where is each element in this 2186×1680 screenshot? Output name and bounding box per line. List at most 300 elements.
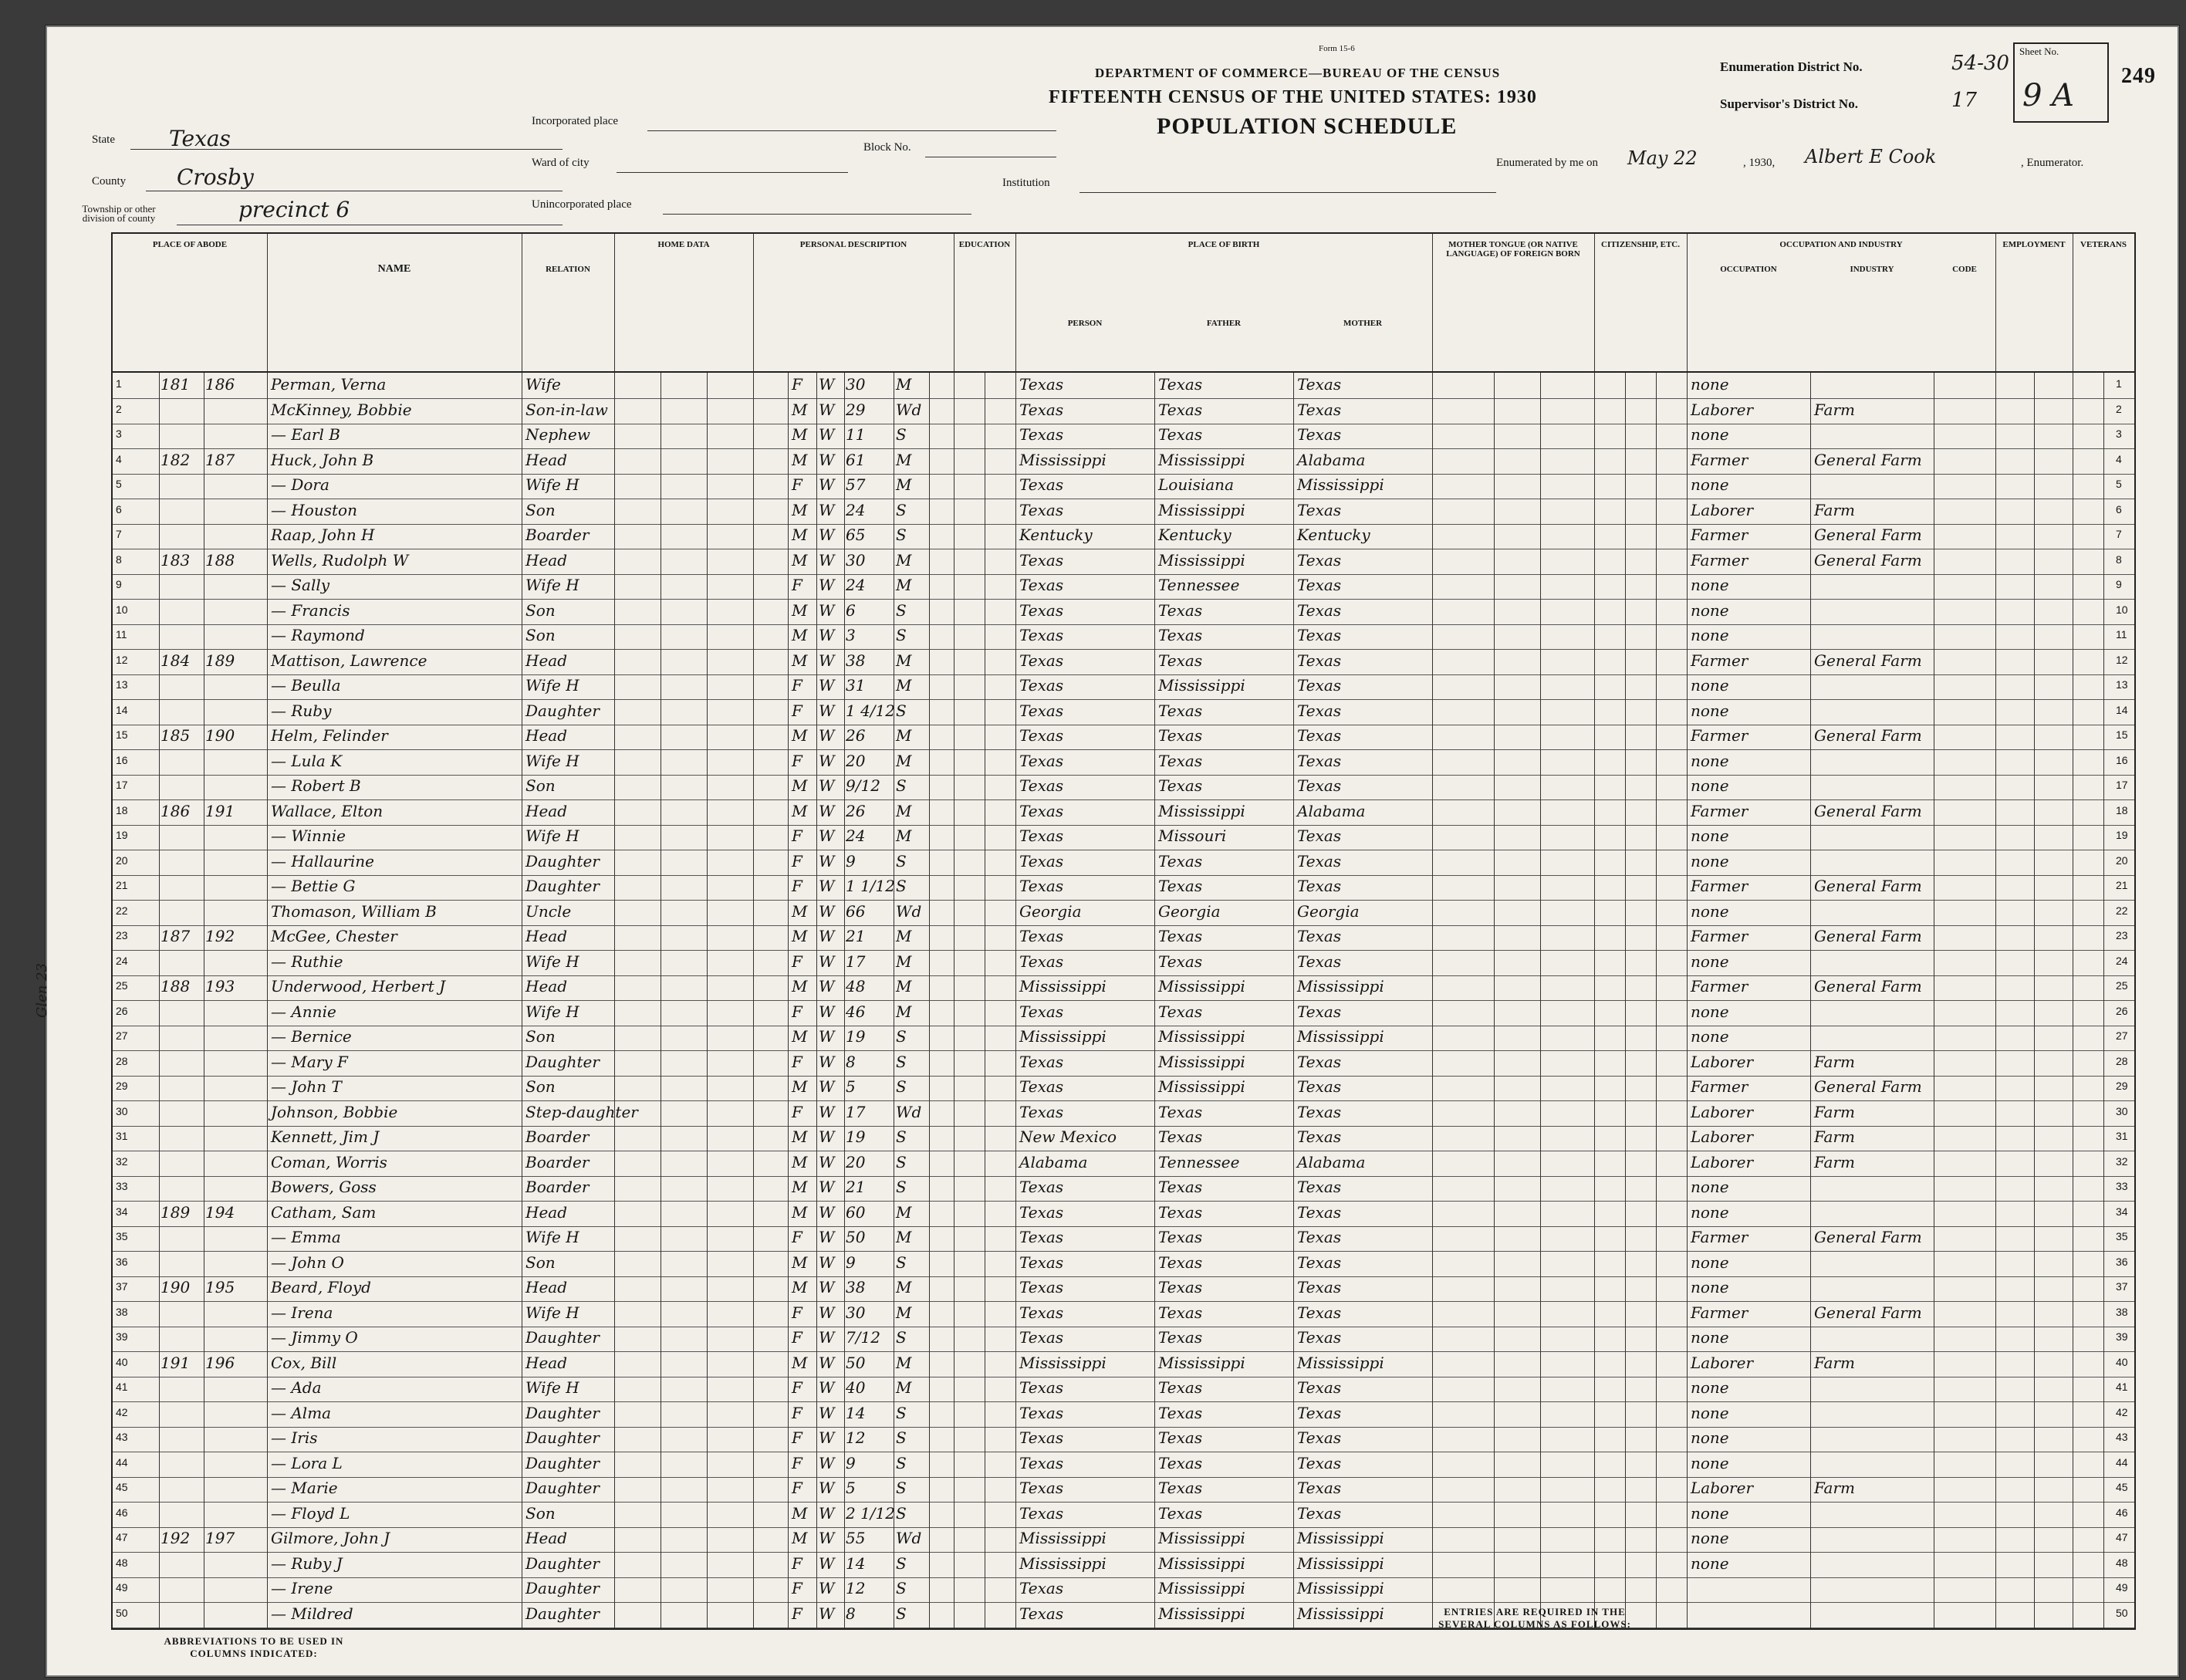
- mother-birthplace-cell: Mississippi: [1297, 1553, 1384, 1573]
- mother-birthplace-cell: Alabama: [1297, 450, 1366, 469]
- age-cell: 21: [846, 927, 866, 945]
- mother-birthplace-cell: Texas: [1297, 1252, 1342, 1272]
- age-cell: 1 4/12: [846, 701, 895, 720]
- table-row: [113, 1175, 2134, 1202]
- name-cell: — Francis: [271, 600, 350, 620]
- name-cell: — Sally: [271, 576, 330, 594]
- table-row: [113, 1476, 2134, 1503]
- marital-cell: S: [896, 1328, 907, 1347]
- marital-cell: Wd: [896, 1529, 922, 1547]
- birthplace-cell: Texas: [1019, 1403, 1064, 1422]
- father-birthplace-cell: Texas: [1158, 400, 1203, 419]
- table-row: [113, 1526, 2134, 1553]
- family-cell: 192: [205, 927, 235, 945]
- family-cell: 197: [205, 1529, 235, 1547]
- row-number: 19: [116, 829, 128, 841]
- occupation-cell: none: [1691, 901, 1729, 921]
- father-birthplace-cell: Texas: [1158, 952, 1203, 971]
- grid-line: [267, 373, 268, 1628]
- mother-birthplace-cell: Texas: [1297, 1127, 1342, 1146]
- mother-birthplace-cell: Texas: [1297, 826, 1342, 845]
- row-number-right: 27: [2116, 1029, 2128, 1042]
- row-number-right: 46: [2116, 1506, 2128, 1519]
- industry-cell: General Farm: [1814, 526, 1922, 544]
- father-birthplace-cell: Texas: [1158, 425, 1203, 444]
- race-cell: W: [819, 1228, 835, 1246]
- table-row: [113, 1426, 2134, 1452]
- name-cell: — Ruby J: [271, 1553, 343, 1573]
- father-birthplace-cell: Mississippi: [1158, 550, 1245, 570]
- father-birthplace-cell: Texas: [1158, 375, 1203, 394]
- table-row: [113, 950, 2134, 976]
- marital-cell: M: [896, 475, 912, 494]
- race-cell: W: [819, 1127, 835, 1146]
- name-cell: McGee, Chester: [271, 927, 397, 945]
- marital-cell: M: [896, 550, 912, 570]
- marital-cell: S: [896, 1127, 907, 1146]
- table-row: [113, 373, 2134, 399]
- marital-cell: S: [896, 1553, 907, 1573]
- occupation-cell: none: [1691, 1378, 1729, 1397]
- marital-cell: S: [896, 600, 907, 620]
- table-row: [113, 1577, 2134, 1603]
- sex-cell: F: [792, 1303, 802, 1322]
- row-number-right: 40: [2116, 1355, 2128, 1368]
- mother-birthplace-cell: Texas: [1297, 676, 1342, 695]
- row-number: 16: [116, 753, 128, 766]
- marital-cell: M: [896, 651, 912, 670]
- father-birthplace-cell: Mississippi: [1158, 801, 1245, 820]
- occupation-cell: none: [1691, 1503, 1729, 1523]
- birthplace-cell: Texas: [1019, 651, 1064, 670]
- dwelling-cell: 190: [160, 1278, 191, 1296]
- birthplace-cell: Texas: [1019, 851, 1064, 870]
- race-cell: W: [819, 1102, 835, 1121]
- industry-cell: Farm: [1814, 1102, 1855, 1121]
- father-birthplace-cell: Texas: [1158, 626, 1203, 644]
- industry-cell: Farm: [1814, 1052, 1855, 1071]
- county-value: Crosby: [177, 164, 254, 190]
- occupation-cell: none: [1691, 425, 1729, 444]
- mother-birthplace-cell: Texas: [1297, 726, 1342, 745]
- father-birthplace-cell: Texas: [1158, 726, 1203, 745]
- grid-line: [1432, 373, 1433, 1628]
- dwelling-cell: 185: [160, 726, 191, 745]
- relation-cell: Daughter: [525, 1579, 600, 1597]
- relation-cell: Head: [525, 450, 568, 469]
- marital-cell: Wd: [896, 1102, 922, 1121]
- birthplace-cell: Texas: [1019, 701, 1064, 720]
- row-number-right: 43: [2116, 1431, 2128, 1443]
- row-number-right: 15: [2116, 728, 2128, 741]
- birthplace-cell: Texas: [1019, 952, 1064, 971]
- race-cell: W: [819, 701, 835, 720]
- row-number-right: 21: [2116, 879, 2128, 891]
- industry-cell: General Farm: [1814, 1303, 1922, 1322]
- race-cell: W: [819, 1178, 835, 1196]
- row-number: 40: [116, 1355, 128, 1368]
- marital-cell: Wd: [896, 400, 922, 419]
- relation-cell: Nephew: [525, 425, 590, 444]
- race-cell: W: [819, 1403, 835, 1422]
- father-birthplace-cell: Texas: [1158, 1378, 1203, 1397]
- birthplace-cell: Mississippi: [1019, 1027, 1107, 1046]
- race-cell: W: [819, 1278, 835, 1296]
- age-cell: 12: [846, 1579, 866, 1597]
- table-row: [113, 624, 2134, 650]
- occupation-cell: Laborer: [1691, 1052, 1754, 1071]
- footer-abbrev: ABBREVIATIONS TO BE USED IN COLUMNS INDICATED:: [164, 1635, 344, 1659]
- dwelling-cell: 183: [160, 550, 191, 570]
- marital-cell: M: [896, 801, 912, 820]
- name-cell: — Iris: [271, 1428, 318, 1447]
- age-cell: 9: [846, 851, 856, 870]
- township-label: Township or other division of county: [82, 203, 156, 224]
- age-cell: 2 1/12: [846, 1503, 895, 1523]
- enum-district-label: Enumeration District No.: [1720, 59, 1863, 74]
- row-number-right: 19: [2116, 829, 2128, 841]
- father-birthplace-cell: Texas: [1158, 851, 1203, 870]
- race-cell: W: [819, 526, 835, 544]
- occupation-cell: Laborer: [1691, 1152, 1754, 1171]
- row-number-right: 11: [2116, 628, 2127, 641]
- age-cell: 50: [846, 1353, 866, 1372]
- row-number-right: 29: [2116, 1080, 2128, 1092]
- mother-birthplace-cell: Mississippi: [1297, 1529, 1384, 1547]
- race-cell: W: [819, 400, 835, 419]
- table-row: [113, 1151, 2134, 1177]
- race-cell: W: [819, 576, 835, 594]
- birthplace-cell: Texas: [1019, 726, 1064, 745]
- table-row: [113, 1125, 2134, 1151]
- birthplace-cell: Texas: [1019, 1102, 1064, 1121]
- table-row: [113, 724, 2134, 750]
- row-number: 21: [116, 879, 128, 891]
- birthplace-cell: Texas: [1019, 475, 1064, 494]
- dwelling-cell: 186: [160, 801, 191, 820]
- row-number-right: 8: [2116, 553, 2122, 566]
- father-birthplace-cell: Texas: [1158, 1428, 1203, 1447]
- row-number-right: 5: [2116, 478, 2122, 490]
- occupation-cell: none: [1691, 701, 1729, 720]
- table-row: [113, 1602, 2134, 1628]
- table-row: [113, 699, 2134, 725]
- name-cell: — Lora L: [271, 1453, 343, 1472]
- age-cell: 57: [846, 475, 866, 494]
- veterans-header: VETERANS: [2080, 240, 2127, 249]
- sex-cell: F: [792, 1228, 802, 1246]
- table-row: [113, 1276, 2134, 1302]
- mother-birthplace-cell: Texas: [1297, 851, 1342, 870]
- occupation-cell: none: [1691, 1252, 1729, 1272]
- race-cell: W: [819, 1353, 835, 1372]
- birthplace-cell: Mississippi: [1019, 1353, 1107, 1372]
- row-number: 39: [116, 1330, 128, 1343]
- grid-line: [1154, 373, 1155, 1628]
- enumerated-label: Enumerated by me on: [1496, 157, 1599, 169]
- dwelling-cell: 181: [160, 375, 191, 394]
- table-row: [113, 473, 2134, 499]
- industry-cell: General Farm: [1814, 1077, 1922, 1096]
- table-row: [113, 1376, 2134, 1402]
- row-number: 9: [116, 578, 122, 590]
- row-number-right: 18: [2116, 803, 2128, 816]
- birthplace-cell: Mississippi: [1019, 1553, 1107, 1573]
- age-cell: 40: [846, 1378, 866, 1397]
- enumerator-label: , Enumerator.: [2021, 157, 2084, 169]
- marital-cell: S: [896, 1152, 907, 1171]
- row-number: 42: [116, 1405, 128, 1418]
- name-cell: — Ruby: [271, 701, 332, 720]
- name-cell: Beard, Floyd: [271, 1278, 371, 1296]
- row-number-right: 23: [2116, 929, 2128, 941]
- age-cell: 8: [846, 1604, 856, 1623]
- citizenship-header: CITIZENSHIP, ETC.: [1594, 234, 1688, 371]
- relation-cell: Wife H: [525, 1228, 579, 1246]
- row-number: 25: [116, 979, 128, 992]
- row-number-right: 12: [2116, 653, 2128, 666]
- marital-cell: S: [896, 701, 907, 720]
- industry-cell: Farm: [1814, 1353, 1855, 1372]
- row-number-right: 17: [2116, 779, 2128, 791]
- age-cell: 5: [846, 1077, 856, 1096]
- row-number: 28: [116, 1054, 128, 1067]
- row-number-right: 16: [2116, 753, 2128, 766]
- relation-cell: Son: [525, 600, 556, 620]
- name-cell: — Bernice: [271, 1027, 352, 1046]
- relation-cell: Wife H: [525, 826, 579, 845]
- row-number-right: 35: [2116, 1230, 2128, 1242]
- age-cell: 55: [846, 1529, 866, 1547]
- table-body: [113, 373, 2134, 1628]
- sex-cell: F: [792, 676, 802, 695]
- sex-cell: F: [792, 1052, 802, 1071]
- relation-cell: Son: [525, 1503, 556, 1523]
- institution-label: Institution: [1002, 177, 1050, 189]
- sex-cell: F: [792, 1102, 802, 1121]
- father-birthplace-cell: Texas: [1158, 1178, 1203, 1196]
- relation-cell: Wife H: [525, 676, 579, 695]
- row-number: 43: [116, 1431, 128, 1443]
- row-number-right: 30: [2116, 1104, 2128, 1117]
- race-cell: W: [819, 826, 835, 845]
- age-cell: 21: [846, 1178, 866, 1196]
- relation-cell: Head: [525, 550, 568, 570]
- name-cell: Gilmore, John J: [271, 1529, 390, 1547]
- mother-birthplace-cell: Mississippi: [1297, 1353, 1384, 1372]
- relation-cell: Boarder: [525, 1127, 590, 1146]
- relation-cell: Son: [525, 626, 556, 644]
- birthplace-cell: Texas: [1019, 751, 1064, 770]
- sex-cell: M: [792, 1278, 808, 1296]
- race-cell: W: [819, 676, 835, 695]
- ward-label: Ward of city: [532, 157, 590, 169]
- father-birthplace-cell: Mississippi: [1158, 1027, 1245, 1046]
- schedule-title: POPULATION SCHEDULE: [1157, 113, 1458, 139]
- relation-cell: Head: [525, 726, 568, 745]
- father-birthplace-cell: Mississippi: [1158, 1553, 1245, 1573]
- relation-cell: Head: [525, 1353, 568, 1372]
- sex-cell: F: [792, 1328, 802, 1347]
- father-birthplace-cell: Mississippi: [1158, 450, 1245, 469]
- sex-cell: M: [792, 1178, 808, 1196]
- relation-cell: Head: [525, 1202, 568, 1222]
- birthplace-cell: Texas: [1019, 1479, 1064, 1497]
- occupation-cell: none: [1691, 1428, 1729, 1447]
- occupation-cell: none: [1691, 1328, 1729, 1347]
- age-cell: 20: [846, 1152, 866, 1171]
- mother-birthplace-cell: Texas: [1297, 425, 1342, 444]
- occupation-cell: none: [1691, 1027, 1729, 1046]
- marital-cell: M: [896, 450, 912, 469]
- father-birthplace-cell: Texas: [1158, 1228, 1203, 1246]
- relation-cell: Daughter: [525, 877, 600, 895]
- age-cell: 9: [846, 1453, 856, 1472]
- row-number-right: 45: [2116, 1481, 2128, 1493]
- age-cell: 8: [846, 1052, 856, 1071]
- occupation-cell: none: [1691, 952, 1729, 971]
- row-number: 23: [116, 929, 128, 941]
- birthplace-cell: Texas: [1019, 1228, 1064, 1246]
- sheet-value: 9 A: [2022, 78, 2075, 113]
- relation-cell: Wife H: [525, 475, 579, 494]
- age-cell: 65: [846, 526, 866, 544]
- grid-line: [788, 373, 789, 1628]
- marital-cell: S: [896, 526, 907, 544]
- marital-cell: M: [896, 927, 912, 945]
- father-birthplace-cell: Texas: [1158, 877, 1203, 895]
- sex-cell: F: [792, 1428, 802, 1447]
- grid-line: [1810, 373, 1811, 1628]
- birthplace-cell: Texas: [1019, 375, 1064, 394]
- birthplace-cell: Texas: [1019, 927, 1064, 945]
- age-cell: 9/12: [846, 776, 880, 795]
- family-cell: 194: [205, 1202, 235, 1222]
- mother-birthplace-cell: Mississippi: [1297, 977, 1384, 995]
- block-label: Block No.: [863, 141, 911, 154]
- birthplace-cell: Texas: [1019, 500, 1064, 519]
- mother-birthplace-cell: Texas: [1297, 1077, 1342, 1096]
- row-number-right: 1: [2116, 377, 2122, 390]
- relation-cell: Wife: [525, 375, 561, 394]
- dwelling-cell: 189: [160, 1202, 191, 1222]
- race-cell: W: [819, 450, 835, 469]
- occupation-cell: Farmer: [1691, 1228, 1748, 1246]
- relation-cell: Daughter: [525, 1553, 600, 1573]
- mother-birthplace-cell: Texas: [1297, 1378, 1342, 1397]
- relation-cell: Step-daughter: [525, 1102, 638, 1121]
- row-number: 27: [116, 1029, 128, 1042]
- race-cell: W: [819, 1303, 835, 1322]
- sex-cell: F: [792, 826, 802, 845]
- row-number: 20: [116, 854, 128, 867]
- mother-birthplace-cell: Texas: [1297, 751, 1342, 770]
- row-number-right: 49: [2116, 1581, 2128, 1594]
- sex-cell: F: [792, 576, 802, 594]
- mother-birthplace-cell: Texas: [1297, 651, 1342, 670]
- marital-cell: S: [896, 877, 907, 895]
- sex-cell: F: [792, 1553, 802, 1573]
- birthplace-cell: New Mexico: [1019, 1127, 1117, 1146]
- row-number: 45: [116, 1481, 128, 1493]
- sex-cell: F: [792, 877, 802, 895]
- row-number: 17: [116, 779, 128, 791]
- mother-birthplace-cell: Texas: [1297, 927, 1342, 945]
- row-number-right: 26: [2116, 1004, 2128, 1017]
- name-cell: — Ruthie: [271, 952, 343, 971]
- mother-birthplace-cell: Texas: [1297, 1479, 1342, 1497]
- name-cell: — Robert B: [271, 776, 361, 795]
- age-cell: 24: [846, 576, 866, 594]
- mother-birthplace-cell: Texas: [1297, 1202, 1342, 1222]
- row-number: 26: [116, 1004, 128, 1017]
- table-row: [113, 1401, 2134, 1428]
- marital-cell: M: [896, 1278, 912, 1296]
- age-cell: 19: [846, 1127, 866, 1146]
- row-number-right: 41: [2116, 1381, 2128, 1393]
- mother-birthplace-cell: Texas: [1297, 1328, 1342, 1347]
- father-birthplace-cell: Texas: [1158, 651, 1203, 670]
- father-birthplace-cell: Mississippi: [1158, 977, 1245, 995]
- age-cell: 24: [846, 826, 866, 845]
- age-cell: 38: [846, 651, 866, 670]
- industry-cell: General Farm: [1814, 927, 1922, 945]
- row-number: 48: [116, 1556, 128, 1569]
- name-cell: — Irena: [271, 1303, 333, 1322]
- father-birthplace-cell: Mississippi: [1158, 1604, 1245, 1623]
- name-cell: — Irene: [271, 1579, 333, 1597]
- occupation-cell: none: [1691, 751, 1729, 770]
- marital-cell: M: [896, 1002, 912, 1021]
- mother-birthplace-cell: Alabama: [1297, 1152, 1366, 1171]
- birthplace-cell: Texas: [1019, 425, 1064, 444]
- row-number-right: 3: [2116, 428, 2122, 440]
- father-birthplace-cell: Tennessee: [1158, 1152, 1240, 1171]
- age-cell: 6: [846, 600, 856, 620]
- relation-cell: Daughter: [525, 1403, 600, 1422]
- name-cell: — Beulla: [271, 676, 341, 695]
- birthplace-cell: Texas: [1019, 1604, 1064, 1623]
- table-row: [113, 1000, 2134, 1026]
- name-cell: Perman, Verna: [271, 375, 387, 394]
- age-cell: 29: [846, 400, 866, 419]
- marital-cell: S: [896, 776, 907, 795]
- grid-line: [1687, 373, 1688, 1628]
- row-number-right: 36: [2116, 1255, 2128, 1268]
- marital-cell: S: [896, 500, 907, 519]
- row-number: 11: [116, 628, 127, 641]
- race-cell: W: [819, 1579, 835, 1597]
- sex-cell: M: [792, 651, 808, 670]
- row-number-right: 4: [2116, 452, 2122, 465]
- row-number-right: 50: [2116, 1606, 2128, 1619]
- sex-cell: F: [792, 375, 802, 394]
- marital-cell: S: [896, 626, 907, 644]
- age-cell: 1 1/12: [846, 877, 895, 895]
- age-cell: 12: [846, 1428, 866, 1447]
- name-cell: Catham, Sam: [271, 1202, 377, 1222]
- family-cell: 196: [205, 1353, 235, 1372]
- family-cell: 186: [205, 375, 235, 394]
- race-cell: W: [819, 977, 835, 995]
- occupation-cell: Laborer: [1691, 1479, 1754, 1497]
- sex-cell: M: [792, 500, 808, 519]
- census-table: [111, 232, 2136, 1630]
- occupation-cell: none: [1691, 1453, 1729, 1472]
- race-cell: W: [819, 1428, 835, 1447]
- relation-cell: Daughter: [525, 1604, 600, 1623]
- birthplace-cell: Texas: [1019, 826, 1064, 845]
